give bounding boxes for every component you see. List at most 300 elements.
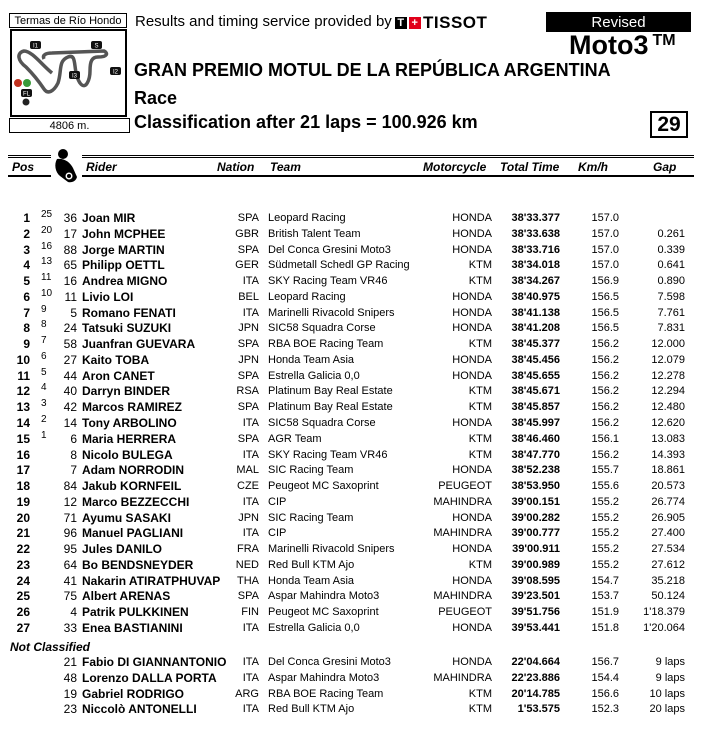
circuit-length: 4806 m. xyxy=(9,118,130,133)
team-cell: SIC Racing Team xyxy=(268,464,354,477)
red-light-icon xyxy=(14,79,22,87)
motorcycle-cell: KTM xyxy=(468,275,492,288)
team-cell: SIC58 Squadra Corse xyxy=(268,322,376,335)
points-cell: 7 xyxy=(41,335,47,347)
total-time-cell: 39'23.501 xyxy=(511,590,560,603)
gap-cell: 12.278 xyxy=(651,369,685,382)
i3-label: I3 xyxy=(71,73,78,80)
rider-number-cell: 64 xyxy=(63,557,77,572)
speed-cell: 156.5 xyxy=(591,306,619,319)
team-cell: SIC Racing Team xyxy=(268,511,354,524)
table-row xyxy=(0,510,703,526)
motorcycle-cell: KTM xyxy=(468,401,492,414)
nation-cell: SPA xyxy=(237,212,259,224)
speed-cell: 156.9 xyxy=(591,275,619,288)
rider-name-cell: Aron CANET xyxy=(82,368,155,383)
table-row xyxy=(0,447,703,463)
gap-cell: 7.831 xyxy=(657,322,685,335)
points-cell: 20 xyxy=(41,224,53,236)
rider-name-cell: Fabio DI GIANNANTONIO xyxy=(82,655,227,669)
points-cell: 16 xyxy=(41,240,53,252)
rider-name-cell: Tony ARBOLINO xyxy=(82,416,177,430)
total-time-cell: 39'00.989 xyxy=(511,558,560,571)
speed-cell: 156.5 xyxy=(591,290,619,303)
position-cell: 15 xyxy=(16,431,30,446)
team-cell: AGR Team xyxy=(268,432,322,445)
rider-name-cell: Kaito TOBA xyxy=(82,352,150,367)
points-cell: 4 xyxy=(41,382,47,394)
motorcycle-cell: HONDA xyxy=(452,306,492,319)
team-cell: SIC58 Squadra Corse xyxy=(268,417,376,429)
table-row xyxy=(0,320,703,336)
rider-name-cell: Marco BEZZECCHI xyxy=(82,494,190,509)
tissot-logo xyxy=(395,13,487,33)
rider-number-cell: 5 xyxy=(70,305,77,320)
gap-cell: 12.294 xyxy=(651,385,685,398)
total-time-cell: 38'33.638 xyxy=(511,227,560,240)
team-cell: Honda Team Asia xyxy=(268,353,355,366)
rider-number-cell: 19 xyxy=(63,686,77,701)
divider xyxy=(8,155,51,156)
event-name: GRAN PREMIO MOTUL DE LA REPÚBLICA ARGENTINA xyxy=(134,60,611,80)
divider xyxy=(82,155,694,156)
points-cell: 5 xyxy=(41,366,47,378)
team-cell: Estrella Galicia 0,0 xyxy=(268,622,360,635)
position-cell: 4 xyxy=(23,258,30,273)
divider xyxy=(8,175,51,177)
position-cell: 2 xyxy=(23,226,30,241)
col-gap: Gap xyxy=(653,160,677,174)
nation-cell: ITA xyxy=(242,306,259,319)
motorcycle-cell: HONDA xyxy=(452,243,492,256)
rider-name-cell: Patrik PULKKINEN xyxy=(82,605,189,620)
table-row xyxy=(0,242,703,258)
motorcycle-cell: HONDA xyxy=(452,353,492,366)
gap-cell: 14.393 xyxy=(651,448,685,461)
position-cell: 9 xyxy=(23,337,30,352)
rider-number-cell: 16 xyxy=(63,274,77,289)
session-name: Race xyxy=(134,88,178,108)
rider-number-cell: 36 xyxy=(63,211,77,225)
speed-cell: 155.2 xyxy=(591,527,619,540)
i1-label: I1 xyxy=(32,43,39,50)
motorcycle-cell: MAHINDRA xyxy=(433,527,492,540)
col-pos: Pos xyxy=(12,160,35,174)
nation-cell: JPN xyxy=(238,322,259,335)
speed-cell: 155.2 xyxy=(591,511,619,524)
gap-cell: 0.339 xyxy=(657,243,685,256)
nation-cell: ITA xyxy=(242,703,259,716)
position-cell: 5 xyxy=(23,274,30,289)
tissot-t-icon: T xyxy=(395,17,407,29)
team-cell: CIP xyxy=(268,527,287,540)
total-time-cell: 39'00.282 xyxy=(511,511,560,524)
position-cell: 1 xyxy=(23,211,30,225)
rider-number-cell: 84 xyxy=(63,479,77,494)
speed-cell: 155.6 xyxy=(591,480,619,493)
position-cell: 20 xyxy=(16,510,30,525)
nation-cell: ITA xyxy=(242,448,259,461)
table-row xyxy=(0,273,703,289)
total-time-cell: 38'40.975 xyxy=(511,290,560,303)
table-row xyxy=(0,588,703,604)
gap-cell: 1'20.064 xyxy=(643,622,685,635)
finish-flag-icon xyxy=(23,99,30,106)
table-row xyxy=(0,541,703,557)
gap-cell: 26.905 xyxy=(651,511,685,524)
rider-number-cell: 95 xyxy=(63,542,77,557)
motorcycle-cell: MAHINDRA xyxy=(433,495,492,508)
team-cell: Peugeot MC Saxoprint xyxy=(268,606,379,619)
total-time-cell: 20'14.785 xyxy=(511,687,560,700)
nation-cell: THA xyxy=(237,574,259,587)
table-row xyxy=(0,289,703,305)
motorcycle-cell: HONDA xyxy=(452,511,492,524)
position-cell: 25 xyxy=(16,589,30,604)
total-time-cell: 39'00.777 xyxy=(511,527,560,540)
speed-cell: 156.2 xyxy=(591,338,619,351)
points-cell: 8 xyxy=(41,319,47,331)
position-cell: 13 xyxy=(16,400,30,415)
motorcycle-cell: KTM xyxy=(468,432,492,445)
rider-name-cell: Adam NORRODIN xyxy=(82,463,185,478)
rider-name-cell: Lorenzo DALLA PORTA xyxy=(82,670,217,685)
total-time-cell: 1'53.575 xyxy=(517,703,560,716)
col-motorcycle: Motorcycle xyxy=(423,160,487,174)
rider-name-cell: Enea BASTIANINI xyxy=(82,621,183,636)
speed-cell: 151.8 xyxy=(591,622,619,635)
rider-number-cell: 27 xyxy=(63,352,77,367)
motorcycle-cell: PEUGEOT xyxy=(438,480,492,493)
total-time-cell: 38'45.377 xyxy=(511,338,560,351)
rider-name-cell: Gabriel RODRIGO xyxy=(82,686,185,701)
team-cell: Red Bull KTM Ajo xyxy=(268,558,355,571)
nation-cell: ITA xyxy=(242,656,259,668)
gap-cell: 35.218 xyxy=(651,574,685,587)
points-cell: 9 xyxy=(41,303,47,315)
motorcycle-cell: KTM xyxy=(468,687,492,700)
rider-name-cell: Juanfran GUEVARA xyxy=(82,337,196,352)
table-row xyxy=(0,226,703,242)
track-layout-icon xyxy=(12,31,125,115)
total-time-cell: 38'33.716 xyxy=(511,243,560,256)
team-cell: Südmetall Schedl GP Racing xyxy=(268,259,410,272)
points-cell: 1 xyxy=(41,429,47,441)
col-rider: Rider xyxy=(86,160,117,174)
rider-name-cell: John MCPHEE xyxy=(82,226,166,241)
speed-cell: 155.2 xyxy=(591,495,619,508)
position-cell: 27 xyxy=(16,621,30,636)
total-time-cell: 38'46.460 xyxy=(511,432,560,445)
position-cell: 26 xyxy=(16,605,30,620)
nation-cell: RSA xyxy=(236,385,259,398)
rider-number-cell: 48 xyxy=(63,670,77,685)
position-cell: 24 xyxy=(16,573,30,588)
total-time-cell: 22'04.664 xyxy=(511,656,560,668)
motorcycle-cell: KTM xyxy=(468,259,492,272)
total-time-cell: 38'45.456 xyxy=(511,353,560,366)
table-row xyxy=(0,525,703,541)
position-cell: 7 xyxy=(23,305,30,320)
table-row xyxy=(0,620,703,636)
table-row xyxy=(0,336,703,352)
team-cell: Platinum Bay Real Estate xyxy=(268,401,393,414)
nation-cell: GER xyxy=(235,259,259,272)
table-row xyxy=(0,210,703,226)
motorcycle-cell: HONDA xyxy=(452,543,492,556)
table-row xyxy=(0,701,703,717)
rider-number-cell: 24 xyxy=(63,321,77,336)
rider-name-cell: Niccolò ANTONELLI xyxy=(82,702,197,717)
speed-cell: 157.0 xyxy=(591,243,619,256)
gap-cell: 0.261 xyxy=(657,227,685,240)
rider-number-cell: 14 xyxy=(63,416,77,430)
position-cell: 14 xyxy=(16,416,30,430)
tissot-brand: TISSOT xyxy=(423,13,488,32)
rider-name-cell: Maria HERRERA xyxy=(82,431,177,446)
category-title xyxy=(569,30,676,61)
speed-cell: 157.0 xyxy=(591,227,619,240)
rider-number-cell: 8 xyxy=(70,447,77,462)
rider-number-cell: 23 xyxy=(63,702,77,717)
total-time-cell: 39'51.756 xyxy=(511,606,560,619)
position-cell: 12 xyxy=(16,384,30,399)
nation-cell: MAL xyxy=(236,464,259,477)
provider-text: Results and timing service provided by xyxy=(135,13,392,30)
table-row xyxy=(0,305,703,321)
nation-cell: SPA xyxy=(237,243,259,256)
motorcycle-cell: HONDA xyxy=(452,369,492,382)
gap-cell: 27.400 xyxy=(651,527,685,540)
divider xyxy=(8,157,51,158)
gap-cell: 9 laps xyxy=(655,656,685,668)
nation-cell: ITA xyxy=(242,275,259,288)
table-row xyxy=(0,670,703,686)
motorcycle-cell: HONDA xyxy=(452,574,492,587)
nation-cell: BEL xyxy=(238,290,259,303)
speed-cell: 156.2 xyxy=(591,385,619,398)
gap-cell: 50.124 xyxy=(651,590,685,603)
gap-cell: 0.641 xyxy=(657,259,685,272)
nation-cell: ITA xyxy=(242,671,259,684)
rider-name-cell: Darryn BINDER xyxy=(82,384,171,399)
speed-cell: 156.7 xyxy=(591,656,619,668)
total-time-cell: 39'00.151 xyxy=(511,495,560,508)
motorcycle-cell: HONDA xyxy=(452,290,492,303)
table-row xyxy=(0,383,703,399)
nation-cell: JPN xyxy=(238,353,259,366)
rider-silhouette-icon xyxy=(52,148,80,184)
gap-cell: 20.573 xyxy=(651,480,685,493)
team-cell: Aspar Mahindra Moto3 xyxy=(268,671,380,684)
gap-cell: 0.890 xyxy=(657,275,685,288)
team-cell: CIP xyxy=(268,495,287,508)
rider-number-cell: 11 xyxy=(64,289,77,304)
rider-name-cell: Nakarin ATIRATPHUVAP xyxy=(82,573,221,588)
position-cell: 18 xyxy=(16,479,30,494)
nation-cell: ITA xyxy=(242,527,259,540)
motorcycle-cell: KTM xyxy=(468,448,492,461)
circuit-map xyxy=(10,29,127,117)
team-cell: Marinelli Rivacold Snipers xyxy=(268,543,395,556)
total-time-cell: 38'33.377 xyxy=(511,212,560,224)
team-cell: RBA BOE Racing Team xyxy=(268,687,384,700)
motorcycle-cell: HONDA xyxy=(452,212,492,224)
rider-name-cell: Bo BENDSNEYDER xyxy=(82,557,194,572)
not-classified-heading: Not Classified xyxy=(10,640,91,654)
team-cell: Leopard Racing xyxy=(268,212,346,224)
gap-cell: 26.774 xyxy=(651,495,685,508)
page-number: 29 xyxy=(650,111,688,138)
total-time-cell: 38'45.671 xyxy=(511,385,560,398)
rider-name-cell: Romano FENATI xyxy=(82,305,176,320)
rider-number-cell: 41 xyxy=(63,573,77,588)
rider-number-cell: 44 xyxy=(63,368,77,383)
nation-cell: SPA xyxy=(237,401,259,414)
motorcycle-cell: HONDA xyxy=(452,464,492,477)
speed-cell: 156.2 xyxy=(591,448,619,461)
total-time-cell: 38'53.950 xyxy=(511,480,560,493)
rider-number-cell: 40 xyxy=(63,384,77,399)
speed-cell: 157.0 xyxy=(591,259,619,272)
points-cell: 6 xyxy=(41,350,47,362)
rider-name-cell: Andrea MIGNO xyxy=(82,274,168,289)
rider-number-cell: 12 xyxy=(63,494,77,509)
table-row xyxy=(0,478,703,494)
table-row xyxy=(0,352,703,368)
position-cell: 23 xyxy=(16,557,30,572)
speed-cell: 155.7 xyxy=(591,464,619,477)
gap-cell: 1'18.379 xyxy=(643,606,685,619)
gap-cell: 12.079 xyxy=(651,353,685,366)
rider-name-cell: Livio LOI xyxy=(82,289,134,304)
nation-cell: ITA xyxy=(242,495,259,508)
table-row xyxy=(0,257,703,273)
table-row xyxy=(0,368,703,384)
total-time-cell: 38'47.770 xyxy=(511,448,560,461)
table-row xyxy=(0,494,703,510)
gap-cell: 27.612 xyxy=(651,558,685,571)
nation-cell: FIN xyxy=(241,606,259,619)
table-row xyxy=(0,399,703,415)
team-cell: Peugeot MC Saxoprint xyxy=(268,480,379,493)
gap-cell: 18.861 xyxy=(651,464,685,477)
total-time-cell: 39'08.595 xyxy=(511,574,560,587)
gap-cell: 12.620 xyxy=(651,417,685,429)
team-cell: Aspar Mahindra Moto3 xyxy=(268,590,380,603)
speed-cell: 151.9 xyxy=(591,606,619,619)
total-time-cell: 38'52.238 xyxy=(511,464,560,477)
total-time-cell: 38'41.208 xyxy=(511,322,560,335)
total-time-cell: 38'34.267 xyxy=(511,275,560,288)
rider-name-cell: Joan MIR xyxy=(82,211,136,225)
gap-cell: 13.083 xyxy=(651,432,685,445)
rider-name-cell: Jules DANILO xyxy=(82,542,163,557)
rider-name-cell: Manuel PAGLIANI xyxy=(82,526,184,541)
nation-cell: ITA xyxy=(242,622,259,635)
table-row xyxy=(0,573,703,589)
rider-number-cell: 21 xyxy=(63,655,77,669)
rider-number-cell: 42 xyxy=(63,400,77,415)
speed-cell: 154.7 xyxy=(591,574,619,587)
gap-cell: 7.598 xyxy=(657,290,685,303)
swiss-cross-icon: + xyxy=(409,17,421,29)
team-cell: Leopard Racing xyxy=(268,290,346,303)
total-time-cell: 38'34.018 xyxy=(511,259,560,272)
points-cell: 3 xyxy=(41,398,47,410)
speed-cell: 152.3 xyxy=(591,703,619,716)
speed-cell: 156.2 xyxy=(591,401,619,414)
rider-name-cell: Tatsuki SUZUKI xyxy=(82,321,172,336)
total-time-cell: 38'45.997 xyxy=(511,417,560,429)
rider-name-cell: Philipp OETTL xyxy=(82,258,165,273)
motorcycle-cell: HONDA xyxy=(452,227,492,240)
rider-number-cell: 17 xyxy=(63,226,77,241)
speed-cell: 153.7 xyxy=(591,590,619,603)
revised-badge: Revised xyxy=(546,12,691,32)
nation-cell: SPA xyxy=(237,369,259,382)
position-cell: 21 xyxy=(16,526,30,541)
team-cell: Red Bull KTM Ajo xyxy=(268,703,355,716)
position-cell: 3 xyxy=(23,242,30,257)
points-cell: 11 xyxy=(41,272,52,284)
motorcycle-cell: MAHINDRA xyxy=(433,590,492,603)
motorcycle-cell: HONDA xyxy=(452,322,492,335)
gap-cell: 9 laps xyxy=(655,671,685,684)
rider-name-cell: Ayumu SASAKI xyxy=(82,510,171,525)
divider xyxy=(82,157,694,158)
nation-cell: GBR xyxy=(235,227,259,240)
team-cell: Marinelli Rivacold Snipers xyxy=(268,306,395,319)
classification-info: Classification after 21 laps = 100.926 km xyxy=(134,112,478,132)
rider-number-cell: 7 xyxy=(70,463,77,478)
trademark: TM xyxy=(652,32,676,49)
rider-number-cell: 33 xyxy=(63,621,77,636)
rider-number-cell: 96 xyxy=(63,526,77,541)
position-cell: 6 xyxy=(23,289,30,304)
nation-cell: ITA xyxy=(242,417,259,429)
gap-cell: 20 laps xyxy=(649,703,685,716)
points-cell: 25 xyxy=(41,209,53,220)
col-nation: Nation xyxy=(217,160,255,174)
motorcycle-cell: KTM xyxy=(468,338,492,351)
table-row xyxy=(0,431,703,447)
rider-name-cell: Albert ARENAS xyxy=(82,589,171,604)
gap-cell: 27.534 xyxy=(651,543,685,556)
rider-number-cell: 4 xyxy=(70,605,77,620)
motorcycle-cell: KTM xyxy=(468,703,492,716)
points-cell: 2 xyxy=(41,414,47,425)
rider-number-cell: 88 xyxy=(63,242,77,257)
speed-cell: 156.2 xyxy=(591,369,619,382)
rider-name-cell: Jakub KORNFEIL xyxy=(82,479,182,494)
table-row xyxy=(0,654,703,670)
category-name: Moto3 xyxy=(569,30,649,60)
position-cell: 17 xyxy=(16,463,30,478)
position-cell: 11 xyxy=(17,368,30,383)
fl-label: FL xyxy=(22,91,31,98)
nation-cell: SPA xyxy=(237,338,259,351)
team-cell: Honda Team Asia xyxy=(268,574,355,587)
total-time-cell: 39'53.441 xyxy=(511,622,560,635)
motorcycle-cell: PEUGEOT xyxy=(438,606,492,619)
motorcycle-cell: MAHINDRA xyxy=(433,671,492,684)
rider-number-cell: 71 xyxy=(63,510,77,525)
table-row xyxy=(0,686,703,702)
team-cell: Estrella Galicia 0,0 xyxy=(268,369,360,382)
position-cell: 10 xyxy=(16,352,30,367)
speed-cell: 156.2 xyxy=(591,417,619,429)
